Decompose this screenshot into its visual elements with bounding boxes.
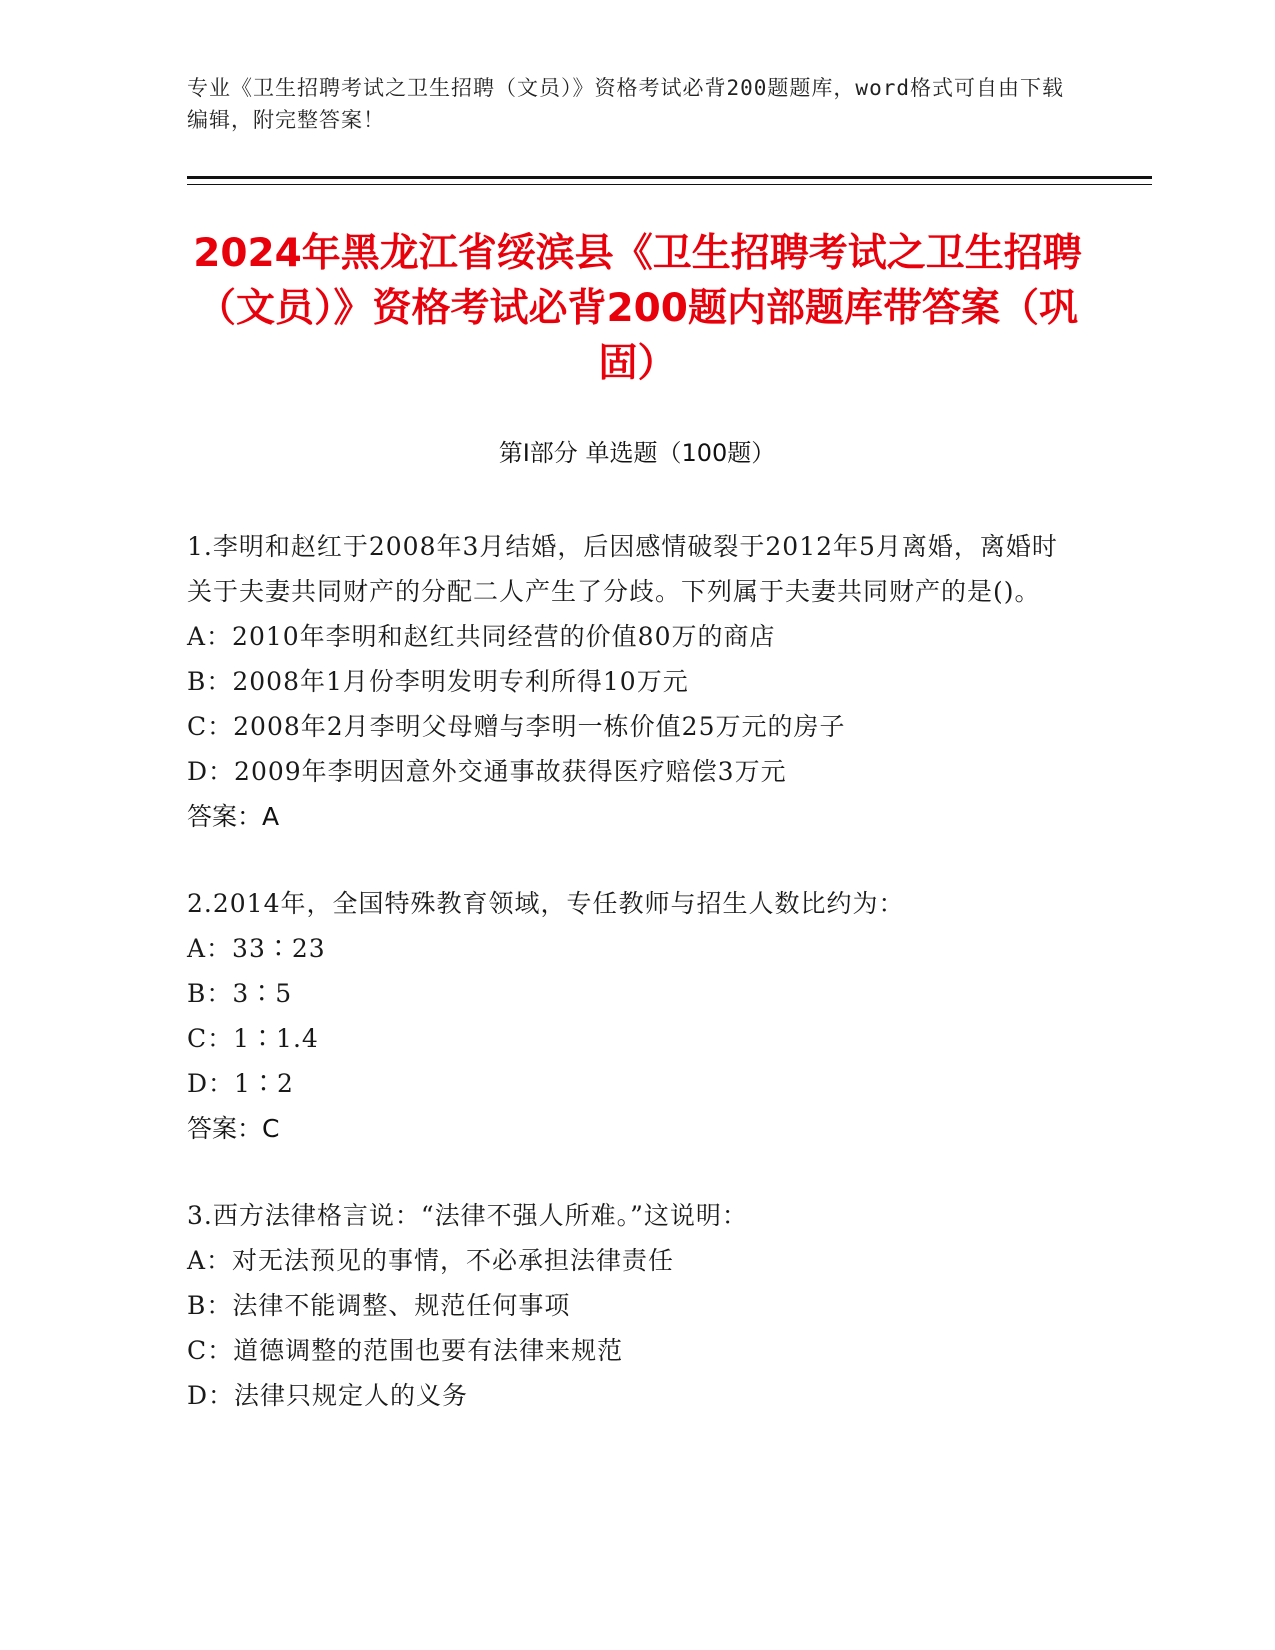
question-text: 1.李明和赵红于2008年3月结婚，后因感情破裂于2012年5月离婚，离婚时关于夫妻共同财产的分配二人产生了分歧。下列属于夫妻共同财产的是()。: [187, 532, 1058, 606]
question-option: A：33∶23: [187, 934, 326, 963]
question-option: A：对无法预见的事情，不必承担法律责任: [187, 1246, 675, 1275]
header-note: 专业《卫生招聘考试之卫生招聘（文员）》资格考试必背200题题库，word格式可自由下载编辑，附完整答案！: [187, 76, 1064, 132]
question-answer: 答案：A: [187, 802, 280, 831]
question-list: [187, 524, 1067, 1460]
question-option: B：法律不能调整、规范任何事项: [187, 1291, 571, 1320]
question-option: B：2008年1月份李明发明专利所得10万元: [187, 667, 689, 696]
question-text: 3.西方法律格言说：“法律不强人所难。”这说明：: [187, 1201, 748, 1230]
question-option: C：道德调整的范围也要有法律来规范: [187, 1336, 624, 1365]
question-option: D：2009年李明因意外交通事故获得医疗赔偿3万元: [187, 757, 787, 786]
header-rule-thin: [187, 184, 1152, 185]
question-item: [187, 524, 1067, 839]
question-text: 2.2014年，全国特殊教育领域，专任教师与招生人数比约为：: [187, 889, 905, 918]
question-answer: 答案：C: [187, 1114, 280, 1143]
question-option: D：1∶2: [187, 1069, 294, 1098]
question-option: D：法律只规定人的义务: [187, 1381, 469, 1410]
question-option: A：2010年李明和赵红共同经营的价值80万的商店: [187, 622, 776, 651]
question-option: C：1∶1.4: [187, 1024, 319, 1053]
header-rule-thick: [187, 176, 1152, 179]
question-option: C：2008年2月李明父母赠与李明一栋价值25万元的房子: [187, 712, 846, 741]
document-title: 2024年黑龙江省绥滨县《卫生招聘考试之卫生招聘（文员）》资格考试必背200题内部题库带答案（巩固）: [193, 231, 1082, 386]
question-item: [187, 1193, 1067, 1418]
question-item: [187, 881, 1067, 1151]
question-option: B：3∶5: [187, 979, 293, 1008]
section-heading: 第I部分 单选题（100题）: [498, 439, 776, 467]
